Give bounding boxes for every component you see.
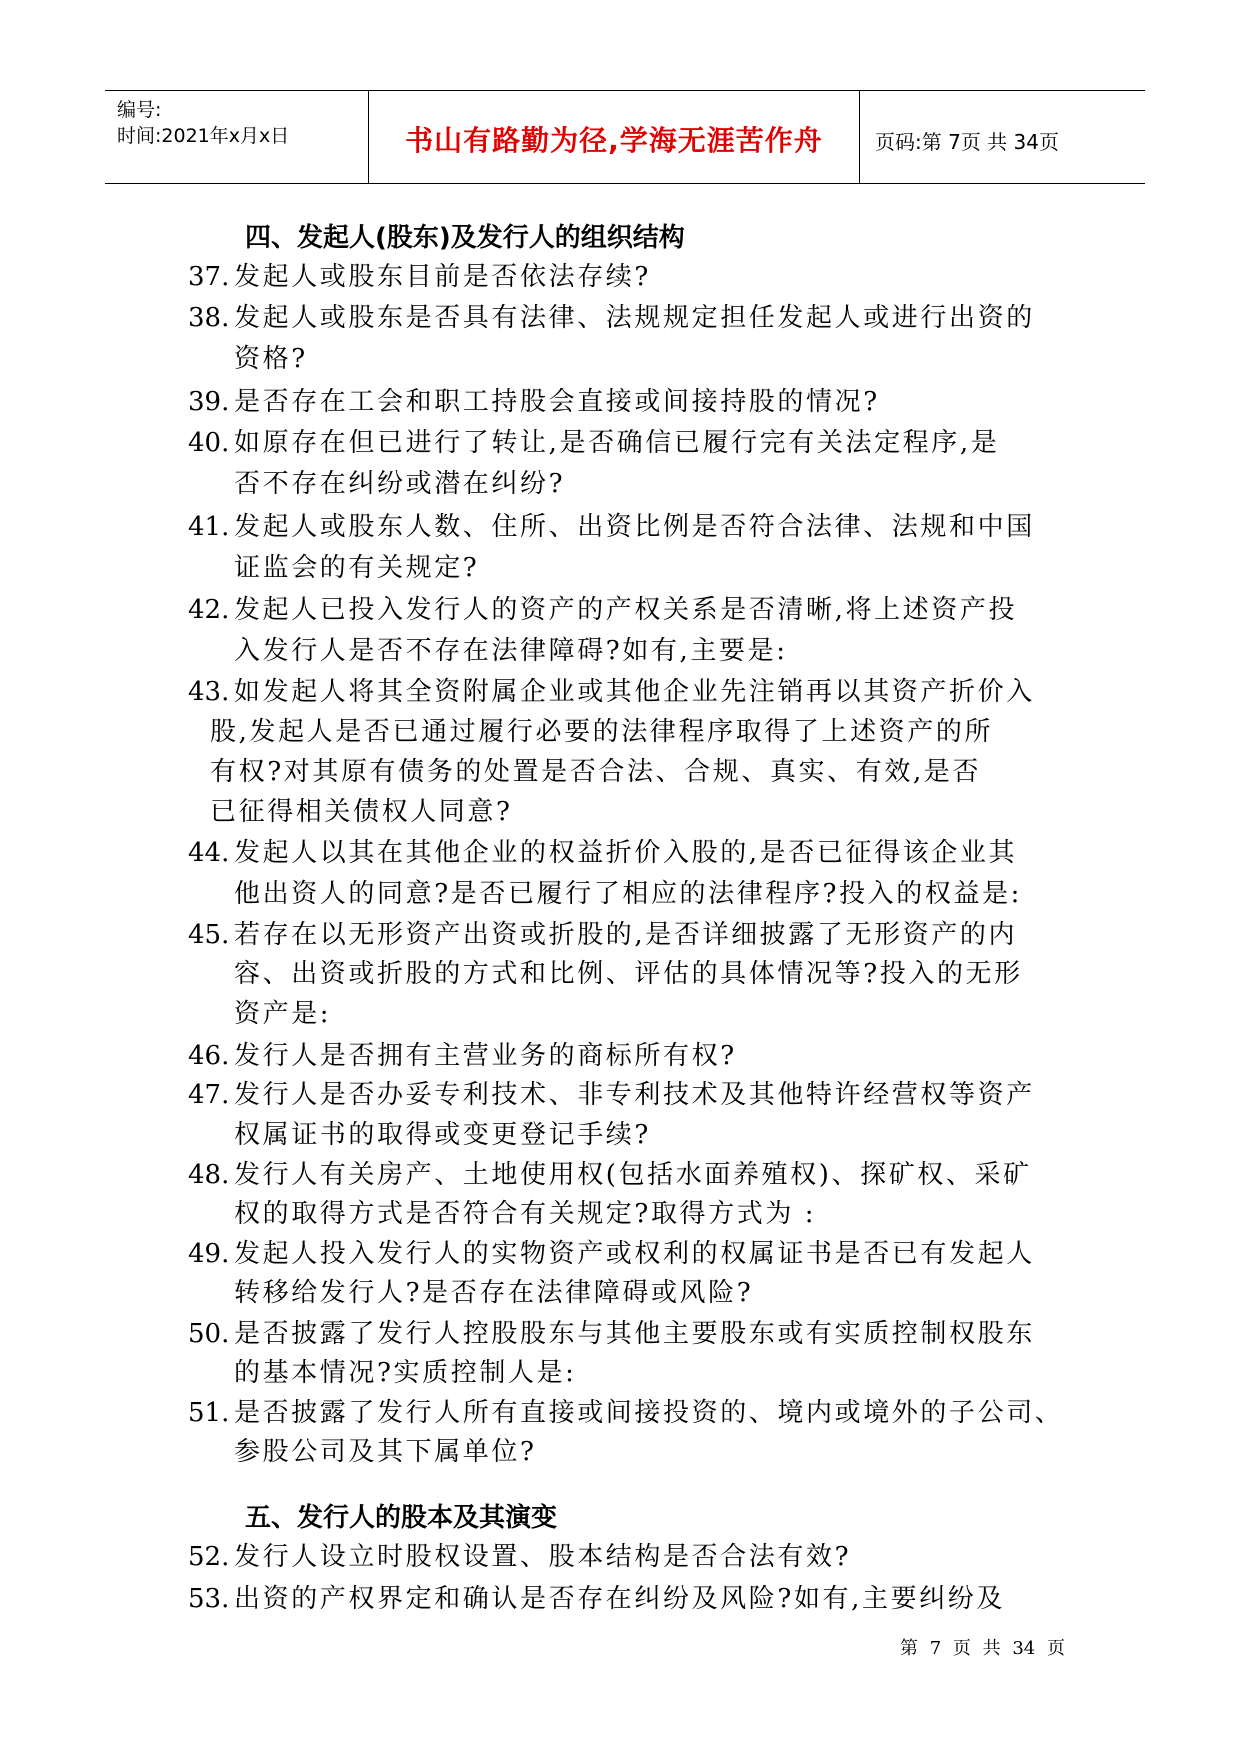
header-motto: 书山有路勤为径,学海无涯苦作舟 [405, 124, 823, 157]
document-time-label: 时间:2021年x月x日 [117, 125, 290, 147]
list-item [188, 671, 1035, 708]
header-page-cell [861, 91, 1145, 183]
item-number: 47. [188, 1080, 230, 1110]
item-continuation: 容、出资或折股的方式和比例、评估的具体情况等?投入的无形 [234, 959, 1023, 989]
list-item [188, 1578, 1005, 1615]
list-item [188, 1035, 737, 1072]
list-item [188, 1392, 1063, 1429]
item-text: 发行人是否办妥专利技术、非专利技术及其他特许经营权等资产 [234, 1080, 1035, 1110]
item-continuation: 他出资人的同意?是否已履行了相应的法律程序?投入的权益是: [234, 879, 1023, 909]
item-number: 38. [188, 303, 230, 333]
item-number: 48. [188, 1160, 230, 1190]
item-text: 是否存在工会和职工持股会直接或间接持股的情况? [234, 387, 880, 417]
list-item [188, 1074, 1035, 1111]
list-item [188, 256, 651, 293]
item-continuation: 资产是: [234, 999, 332, 1029]
item-text: 发起人或股东目前是否依法存续? [234, 262, 651, 292]
item-number: 53. [188, 1584, 230, 1614]
item-text: 发行人设立时股权设置、股本结构是否合法有效? [234, 1542, 852, 1572]
list-item [188, 297, 1035, 334]
page-header [105, 90, 1145, 184]
item-text: 发起人以其在其他企业的权益折价入股的,是否已征得该企业其 [234, 838, 1018, 868]
item-text: 如原存在但已进行了转让,是否确信已履行完有关法定程序,是 [234, 428, 1000, 458]
list-item [188, 506, 1035, 543]
header-page-number: 页码:第 7页 共 34页 [875, 130, 1059, 154]
item-continuation: 参股公司及其下属单位? [234, 1437, 537, 1467]
item-text: 发行人是否拥有主营业务的商标所有权? [234, 1041, 737, 1071]
header-meta-cell [105, 91, 369, 183]
item-continuation: 否不存在纠纷或潜在纠纷? [234, 469, 566, 499]
item-number: 42. [188, 595, 230, 625]
item-text: 发起人已投入发行人的资产的产权关系是否清晰,将上述资产投 [234, 595, 1018, 625]
page-footer: 第 7 页 共 34 页 [900, 1638, 1065, 1659]
item-text: 发起人或股东是否具有法律、法规规定担任发起人或进行出资的 [234, 303, 1035, 333]
item-text: 发起人或股东人数、住所、出资比例是否符合法律、法规和中国 [234, 512, 1035, 542]
header-motto-cell [369, 91, 860, 183]
item-continuation: 权的取得方式是否符合有关规定?取得方式为 : [234, 1199, 817, 1229]
item-continuation: 证监会的有关规定? [234, 553, 480, 583]
item-continuation: 转移给发行人?是否存在法律障碍或风险? [234, 1278, 754, 1308]
list-item [188, 422, 999, 459]
list-item [188, 1233, 1035, 1270]
item-text: 发行人有关房产、土地使用权(包括水面养殖权)、探矿权、采矿 [234, 1160, 1032, 1190]
item-number: 45. [188, 920, 230, 950]
list-item [188, 914, 1017, 951]
item-number: 46. [188, 1041, 230, 1071]
item-continuation: 权属证书的取得或变更登记手续? [234, 1120, 651, 1150]
list-item [188, 1536, 851, 1573]
section-title-organization: 四、发起人(股东)及发行人的组织结构 [245, 223, 685, 253]
item-number: 51. [188, 1398, 230, 1428]
list-item [188, 589, 1017, 626]
item-number: 39. [188, 387, 230, 417]
item-continuation: 有权?对其原有债务的处置是否合法、合规、真实、有效,是否 [210, 757, 982, 787]
item-continuation: 股,发起人是否已通过履行必要的法律程序取得了上述资产的所 [210, 717, 994, 747]
item-number: 40. [188, 428, 230, 458]
item-continuation: 资格? [234, 344, 308, 374]
document-number-label: 编号: [117, 99, 162, 121]
section-title-share-capital: 五、发行人的股本及其演变 [245, 1503, 558, 1533]
item-number: 41. [188, 512, 230, 542]
item-text: 如发起人将其全资附属企业或其他企业先注销再以其资产折价入 [234, 677, 1035, 707]
list-item [188, 1154, 1032, 1191]
item-number: 49. [188, 1239, 230, 1269]
list-item [188, 381, 880, 418]
item-number: 44. [188, 838, 230, 868]
item-number: 52. [188, 1542, 230, 1572]
item-continuation: 的基本情况?实质控制人是: [234, 1358, 577, 1388]
item-number: 37. [188, 262, 230, 292]
list-item [188, 832, 1017, 869]
item-continuation: 已征得相关债权人同意? [210, 797, 513, 827]
item-number: 50. [188, 1319, 230, 1349]
item-text: 发起人投入发行人的实物资产或权利的权属证书是否已有发起人 [234, 1239, 1035, 1269]
item-number: 43. [188, 677, 230, 707]
item-continuation: 入发行人是否不存在法律障碍?如有,主要是: [234, 636, 788, 666]
list-item [188, 1313, 1035, 1350]
item-text: 出资的产权界定和确认是否存在纠纷及风险?如有,主要纠纷及 [234, 1584, 1006, 1614]
item-text: 是否披露了发行人控股股东与其他主要股东或有实质控制权股东 [234, 1319, 1035, 1349]
item-text: 是否披露了发行人所有直接或间接投资的、境内或境外的子公司、 [234, 1398, 1064, 1428]
item-text: 若存在以无形资产出资或折股的,是否详细披露了无形资产的内 [234, 920, 1018, 950]
